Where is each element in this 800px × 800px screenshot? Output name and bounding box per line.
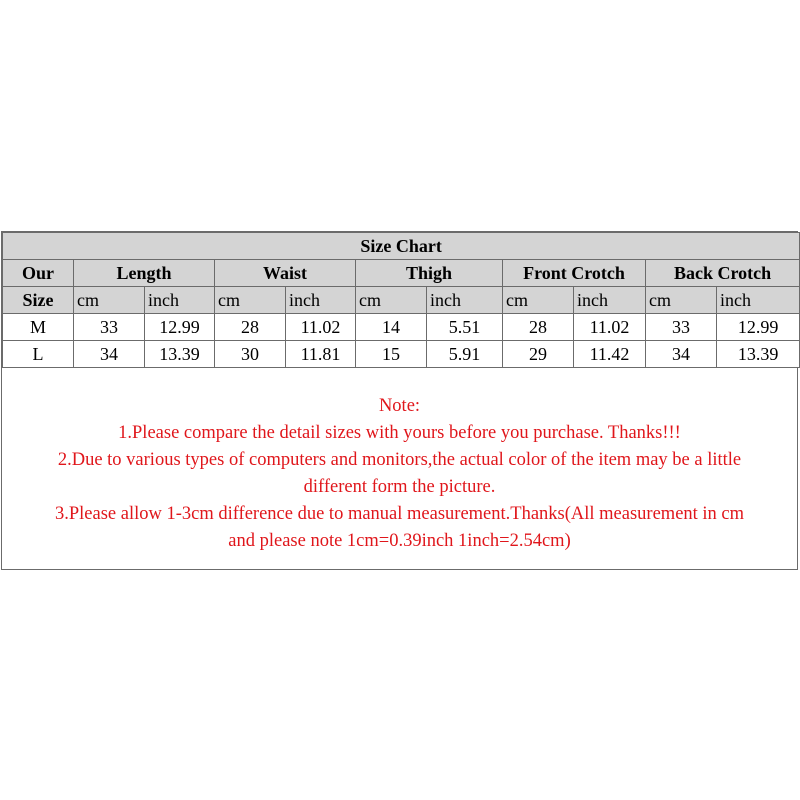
value-cell: 11.42: [574, 341, 646, 368]
unit-cm: cm: [646, 287, 717, 314]
unit-inch: inch: [717, 287, 800, 314]
size-cell: L: [3, 341, 74, 368]
table-title: Size Chart: [3, 233, 800, 260]
group-header-thigh: Thigh: [356, 260, 503, 287]
value-cell: 33: [646, 314, 717, 341]
notes-section: [2, 368, 797, 555]
value-cell: 15: [356, 341, 427, 368]
note-line-3-cont: and please note 1cm=0.39inch 1inch=2.54cm): [228, 531, 571, 551]
value-cell: 29: [503, 341, 574, 368]
size-cell: M: [3, 314, 74, 341]
unit-cm: cm: [356, 287, 427, 314]
note-line-2-cont: different form the picture.: [303, 477, 496, 497]
value-cell: 11.02: [286, 314, 356, 341]
unit-inch: inch: [145, 287, 215, 314]
value-cell: 33: [74, 314, 145, 341]
value-cell: 11.81: [286, 341, 356, 368]
value-cell: 34: [646, 341, 717, 368]
value-cell: 34: [74, 341, 145, 368]
group-header-back-crotch: Back Crotch: [646, 260, 800, 287]
group-header-waist: Waist: [215, 260, 356, 287]
value-cell: 5.91: [427, 341, 503, 368]
unit-cm: cm: [74, 287, 145, 314]
table-row: [3, 314, 800, 341]
size-col-header-top: Our: [3, 260, 74, 287]
value-cell: 11.02: [574, 314, 646, 341]
note-line-3: 3.Please allow 1-3cm difference due to manual measurement.Thanks(All measurement in cm: [54, 504, 745, 524]
table-row: [3, 341, 800, 368]
value-cell: 13.39: [145, 341, 215, 368]
value-cell: 5.51: [427, 314, 503, 341]
value-cell: 28: [503, 314, 574, 341]
size-col-header-bottom: Size: [3, 287, 74, 314]
unit-inch: inch: [286, 287, 356, 314]
unit-inch: inch: [427, 287, 503, 314]
value-cell: 30: [215, 341, 286, 368]
group-header-length: Length: [74, 260, 215, 287]
value-cell: 28: [215, 314, 286, 341]
notes-heading: Note:: [378, 396, 421, 416]
value-cell: 12.99: [717, 314, 800, 341]
value-cell: 13.39: [717, 341, 800, 368]
unit-inch: inch: [574, 287, 646, 314]
note-line-1: 1.Please compare the detail sizes with yours before you purchase. Thanks!!!: [118, 423, 681, 443]
value-cell: 14: [356, 314, 427, 341]
unit-cm: cm: [503, 287, 574, 314]
note-line-2: 2.Due to various types of computers and monitors,the actual color of the item may be a little: [57, 450, 742, 470]
group-header-front-crotch: Front Crotch: [503, 260, 646, 287]
size-table: [2, 232, 800, 368]
unit-cm: cm: [215, 287, 286, 314]
value-cell: 12.99: [145, 314, 215, 341]
size-chart: [1, 231, 798, 570]
